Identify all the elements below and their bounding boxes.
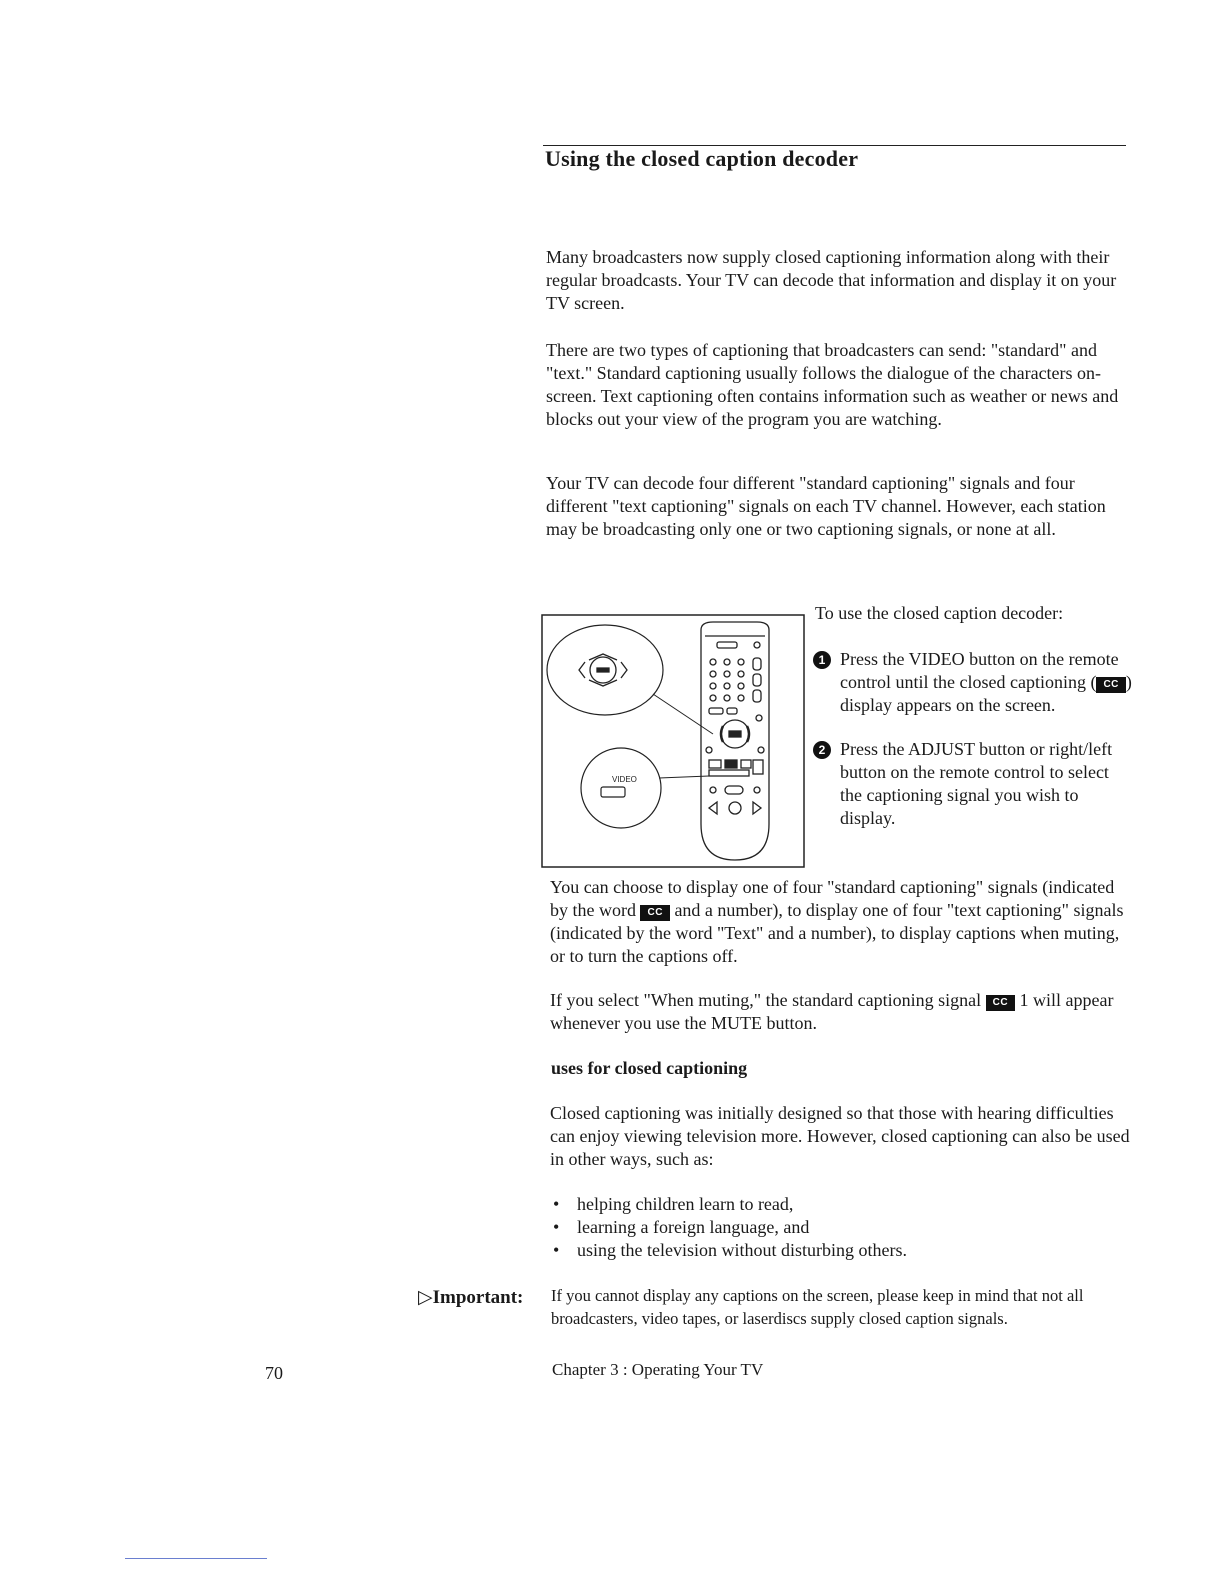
step-1-text-start: Press the VIDEO button on the remote control until the closed captioning ( <box>840 649 1119 692</box>
cc-icon: CC <box>986 995 1015 1011</box>
step-1-text-end: ) display appears on the screen. <box>840 672 1132 715</box>
cc-icon: CC <box>1096 677 1125 693</box>
uses-bullet-list <box>553 1193 907 1262</box>
uses-heading: uses for closed captioning <box>551 1058 748 1078</box>
bottom-rule <box>125 1558 267 1559</box>
muting-text-end: 1 will appear whenever you use the MUTE button. <box>550 990 1114 1033</box>
cc-icon: CC <box>640 905 669 921</box>
list-item: • using the television without disturbing others. <box>553 1239 907 1262</box>
procedure-steps <box>813 648 1133 851</box>
page-title: Using the closed caption decoder <box>545 146 859 171</box>
choose-display-paragraph <box>550 876 1130 968</box>
choose-text-end: and a number), to display one of four "text captioning" signals (indicated by the word "Text" and a number), to display captions when muting, or to turn the captions off. <box>550 900 1124 966</box>
step-number-badge: 2 <box>813 741 831 759</box>
procedure-intro: To use the closed caption decoder: <box>815 603 1064 623</box>
muting-text-start: If you select "When muting," the standard captioning signal <box>550 990 986 1010</box>
page-number: 70 <box>265 1363 283 1383</box>
important-label: ▷Important: <box>418 1287 524 1308</box>
list-item: • learning a foreign language, and <box>553 1216 907 1239</box>
step-2 <box>813 738 1133 830</box>
caption-types-paragraph: There are two types of captioning that broadcasters can send: "standard" and "text." Standard captioning usually follows the dialogue of the characters on-screen. Text captioning often contains information such as weather or news and blocks out your view of the program you are watching. <box>546 340 1119 429</box>
important-note: If you cannot display any captions on the screen, please keep in mind that not all broadcasters, video tapes, or laserdiscs supply closed caption signals. <box>551 1286 1084 1328</box>
uses-intro-paragraph: Closed captioning was initially designed so that those with hearing difficulties can enjoy viewing television more. However, closed captioning can also be used in other ways, such as: <box>550 1103 1130 1169</box>
list-item: • helping children learn to read, <box>553 1193 907 1216</box>
choose-text-start: You can choose to display one of four "standard captioning" signals (indicated by the word <box>550 877 1115 920</box>
video-button-label: VIDEO <box>612 775 637 784</box>
muting-paragraph <box>550 989 1130 1035</box>
intro-paragraph: Many broadcasters now supply closed captioning information along with their regular broadcasts. Your TV can decode that information and display it on your TV screen. <box>546 247 1117 313</box>
decode-signals-paragraph: Your TV can decode four different "standard captioning" signals and four different "text captioning" signals on each TV channel. However, each station may be broadcasting only one or two captioning signals, or none at all. <box>546 473 1106 539</box>
remote-control-illustration <box>541 614 805 868</box>
step-1 <box>813 648 1133 717</box>
step-number-badge: 1 <box>813 651 831 669</box>
chapter-footer: Chapter 3 : Operating Your TV <box>552 1360 764 1379</box>
step-2-text: Press the ADJUST button or right/left button on the remote control to select the captioning signal you wish to display. <box>840 739 1113 828</box>
